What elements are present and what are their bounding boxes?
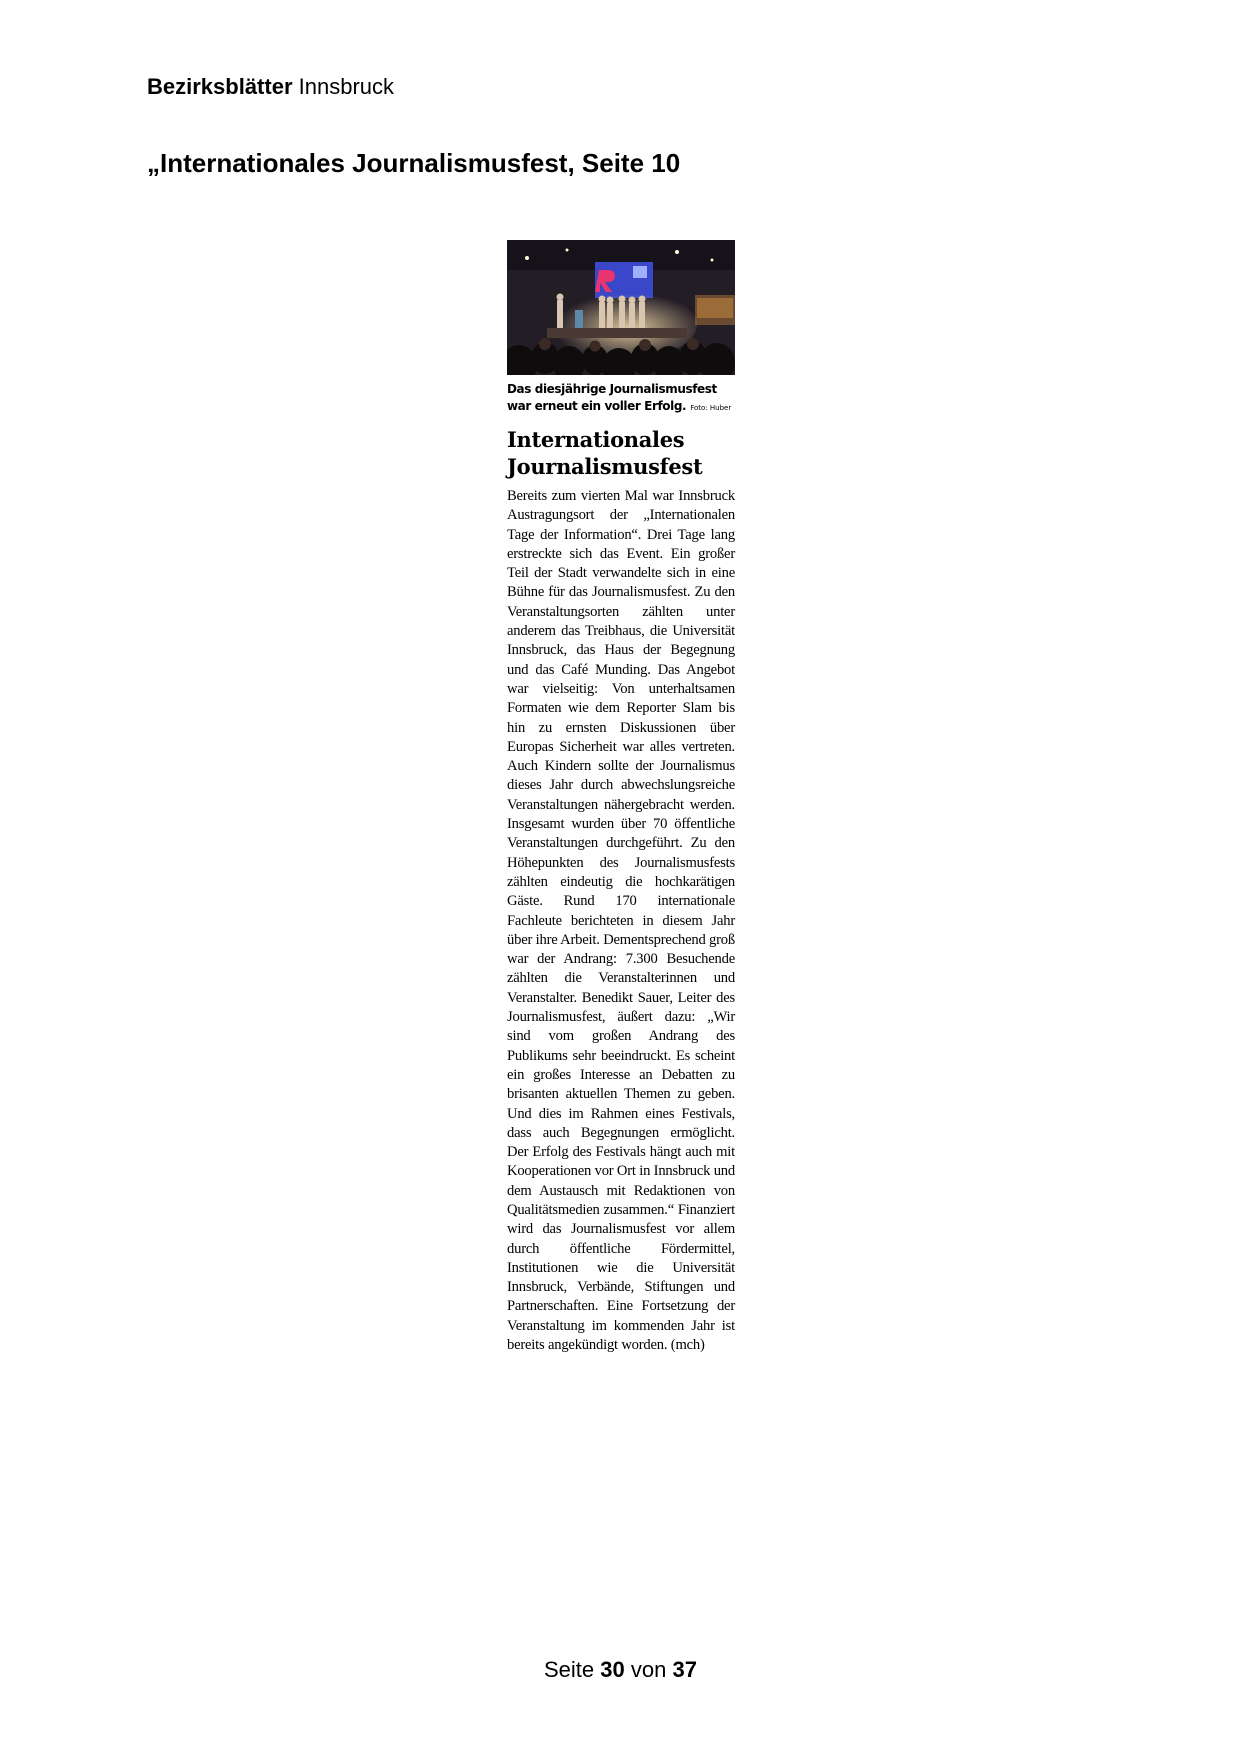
newspaper-clipping	[507, 240, 735, 1355]
event-photo	[507, 240, 735, 375]
publication-region: Innsbruck	[298, 74, 395, 99]
photo-caption	[507, 381, 735, 417]
footer-prefix: Seite	[544, 1657, 595, 1682]
footer-of: von	[630, 1657, 667, 1682]
stage-photo-illustration	[507, 240, 735, 375]
article-title: Internationales Journalismusfest	[507, 427, 703, 479]
caption-text: Das diesjährige Journalismusfest war erneut ein voller Erfolg.	[507, 382, 717, 413]
clipping-headline: „Internationales Journalismusfest, Seite 10	[147, 148, 681, 178]
photo-credit: Foto: Huber	[690, 404, 732, 412]
current-page-number: 30	[600, 1657, 625, 1682]
page-footer	[0, 1657, 1241, 1683]
publication-name: Bezirksblätter	[147, 74, 293, 99]
article-body: Bereits zum vierten Mal war Innsbruck Austragungsort der „Internationalen Tage der Information“. Drei Tage lang erstreckte sich das Event. Ein großer Teil der Stadt verwandelte sich in eine Bühne für das Journalismusfest. Zu den Veranstaltungsorten zählten unter anderem das Treibhaus, die Universität Innsbruck, das Haus der Begegnung und das Café Munding. Das Angebot war vielseitig: Von unterhaltsamen Formaten wie dem Reporter Slam bis hin zu ernsten Diskussionen über Europas Sicherheit war alles vertreten. Auch Kindern sollte der Journalismus dieses Jahr durch abwechslungsreiche Veranstaltungen nähergebracht werden. Insgesamt wurden über 70 öffentliche Veranstaltungen durchgeführt. Zu den Höhepunkten des Journalismusfests zählten eindeutig die hochkarätigen Gäste. Rund 170 internationale Fachleute berichteten in diesem Jahr über ihre Arbeit. Dementsprechend groß war der Andrang: 7.300 Besuchende zählten die Veranstalterinnen und Veranstalter. Benedikt Sauer, Leiter des Journalismusfest, äußert dazu: „Wir sind vom großen Andrang des Publikums sehr beeindruckt. Es scheint ein großes Interesse an Debatten zu brisanten aktuellen Themen zu geben. Und dies im Rahmen eines Festivals, dass auch Begegnungen ermöglicht. Der Erfolg des Festivals hängt auch mit Kooperationen vor Ort in Innsbruck und dem Austausch mit Redaktionen von Qualitätsmedien zusammen.“ Finanziert wird das Journalismusfest vor allem durch öffentliche Fördermittel, Institutionen wie die Universität Innsbruck, Verbände, Stiftungen und Partnerschaften. Eine Fortsetzung der Veranstaltung im kommenden Jahr ist bereits angekündigt worden. (mch)	[507, 488, 735, 1354]
publication-header	[147, 74, 394, 100]
total-page-count: 37	[672, 1657, 697, 1682]
